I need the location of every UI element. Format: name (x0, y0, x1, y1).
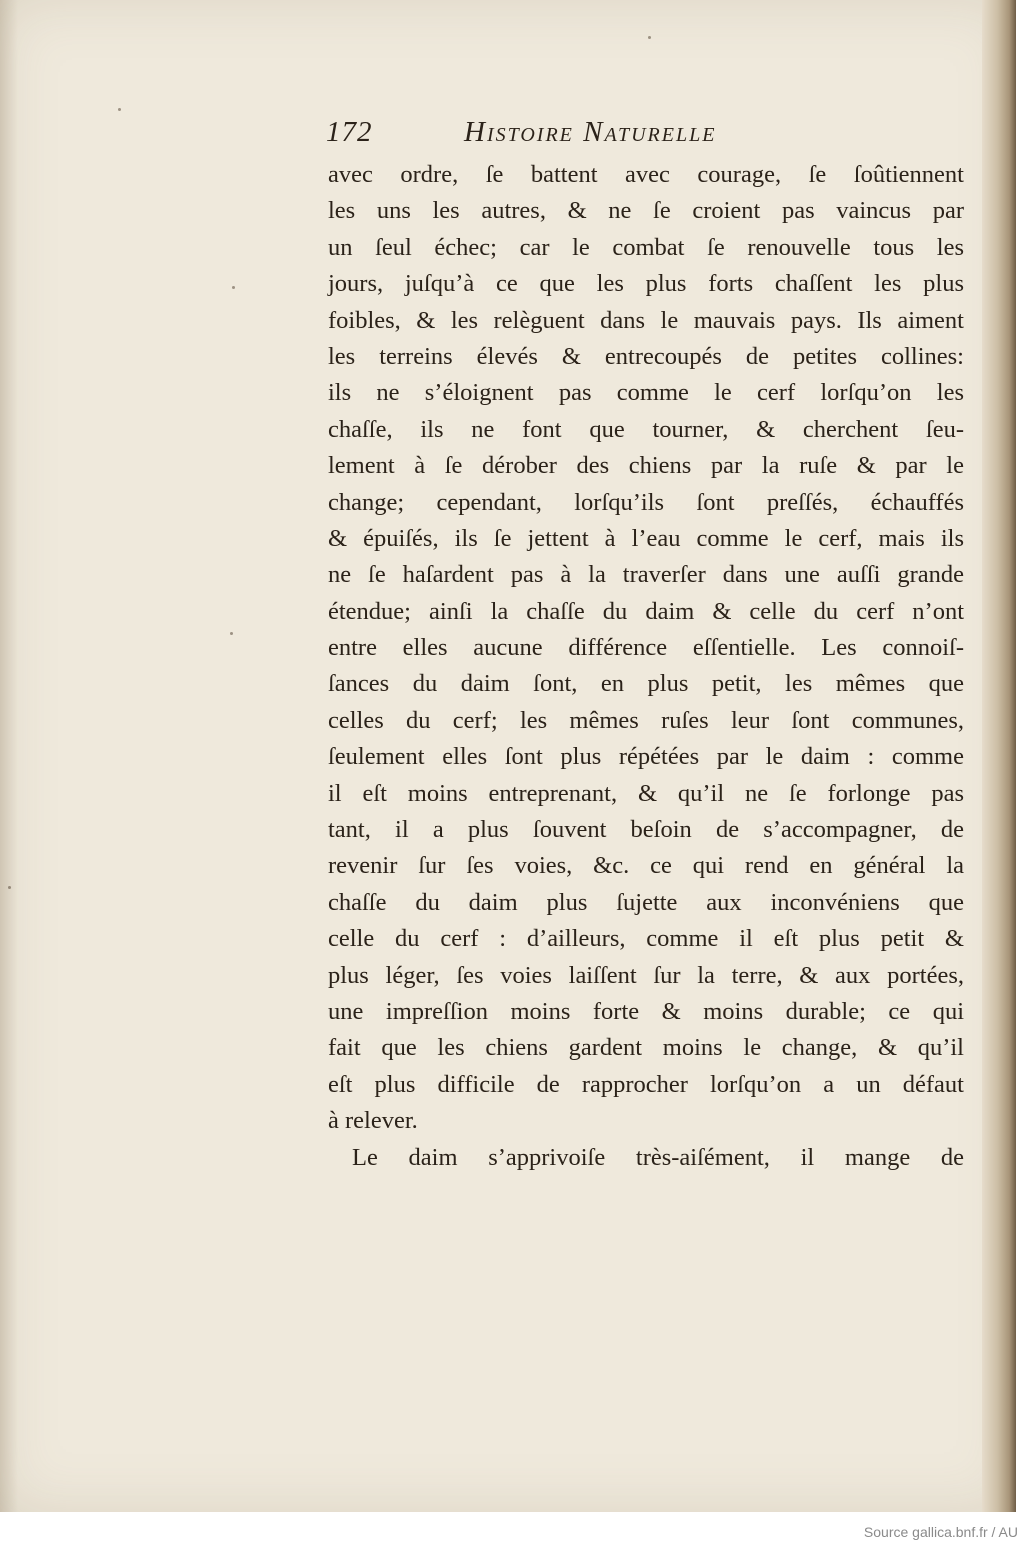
text-line: ne ſe haſardent pas à la traverſer dans une auſſi grande (328, 561, 964, 589)
text-line: revenir ſur ſes voies, &c. ce qui rend en général la (328, 852, 964, 880)
text-line: un ſeul échec; car le combat ſe renouvelle tous les (328, 233, 964, 261)
text-line: Le daim s’apprivoiſe très-aiſément, il mange de (352, 1143, 964, 1171)
text-line: & épuiſés, ils ſe jettent à l’eau comme le cerf, mais ils (328, 524, 964, 552)
text-line: change; cependant, lorſqu’ils ſont preſſés, échauffés (328, 488, 964, 516)
text-line: à relever. (328, 1107, 418, 1135)
page-edge (982, 0, 1016, 1512)
text-line: étendue; ainſi la chaſſe du daim & celle du cerf n’ont (328, 597, 964, 625)
text-line: plus léger, ſes voies laiſſent ſur la terre, & aux portées, (328, 961, 964, 989)
text-line: les uns les autres, & ne ſe croient pas vaincus par (328, 197, 964, 225)
text-line: jours, juſqu’à ce que les plus forts chaſſent les plus (328, 270, 964, 298)
paper-speck (118, 108, 121, 111)
paper-speck (230, 632, 233, 635)
page-number: 172 (326, 116, 373, 148)
running-title: Histoire Naturelle (464, 116, 717, 148)
text-line: les terreins élevés & entrecoupés de petites collines: (328, 342, 964, 370)
paper-speck (8, 886, 11, 889)
text-line: ſances du daim ſont, en plus petit, les mêmes que (328, 670, 964, 698)
text-line: celle du cerf : d’ailleurs, comme il eſt plus petit & (328, 925, 964, 953)
text-line: ſeulement elles ſont plus répétées par le daim : comme (328, 743, 964, 771)
body-text (328, 157, 964, 1176)
text-line: fait que les chiens gardent moins le change, & qu’il (328, 1034, 964, 1062)
text-line: avec ordre, ſe battent avec courage, ſe ſoûtiennent (328, 161, 964, 188)
text-line: ils ne s’éloignent pas comme le cerf lorſqu’on les (328, 379, 964, 407)
page-header (326, 112, 966, 156)
paper-speck (232, 286, 235, 289)
text-line: tant, il a plus ſouvent beſoin de s’accompagner, de (328, 816, 964, 844)
text-line: lement à ſe dérober des chiens par la ruſe & par le (328, 452, 964, 480)
text-line: eſt plus difficile de rapprocher lorſqu’on a un défaut (328, 1070, 964, 1098)
text-line: une impreſſion moins forte & moins durable; ce qui (328, 997, 964, 1025)
text-line: entre elles aucune différence eſſentielle. Les connoiſ- (328, 634, 964, 662)
paper-speck (648, 36, 651, 39)
text-line: chaſſe, ils ne font que tourner, & cherchent ſeu- (328, 415, 964, 443)
text-line: chaſſe du daim plus ſujette aux inconvéniens que (328, 888, 964, 916)
text-line: celles du cerf; les mêmes ruſes leur ſont communes, (328, 706, 964, 734)
text-line: foibles, & les relèguent dans le mauvais pays. Ils aiment (328, 306, 964, 334)
spine-shadow (0, 0, 18, 1512)
text-line: il eſt moins entreprenant, & qu’il ne ſe forlonge pas (328, 779, 964, 807)
source-credit: Source gallica.bnf.fr / AU (863, 1524, 1018, 1540)
